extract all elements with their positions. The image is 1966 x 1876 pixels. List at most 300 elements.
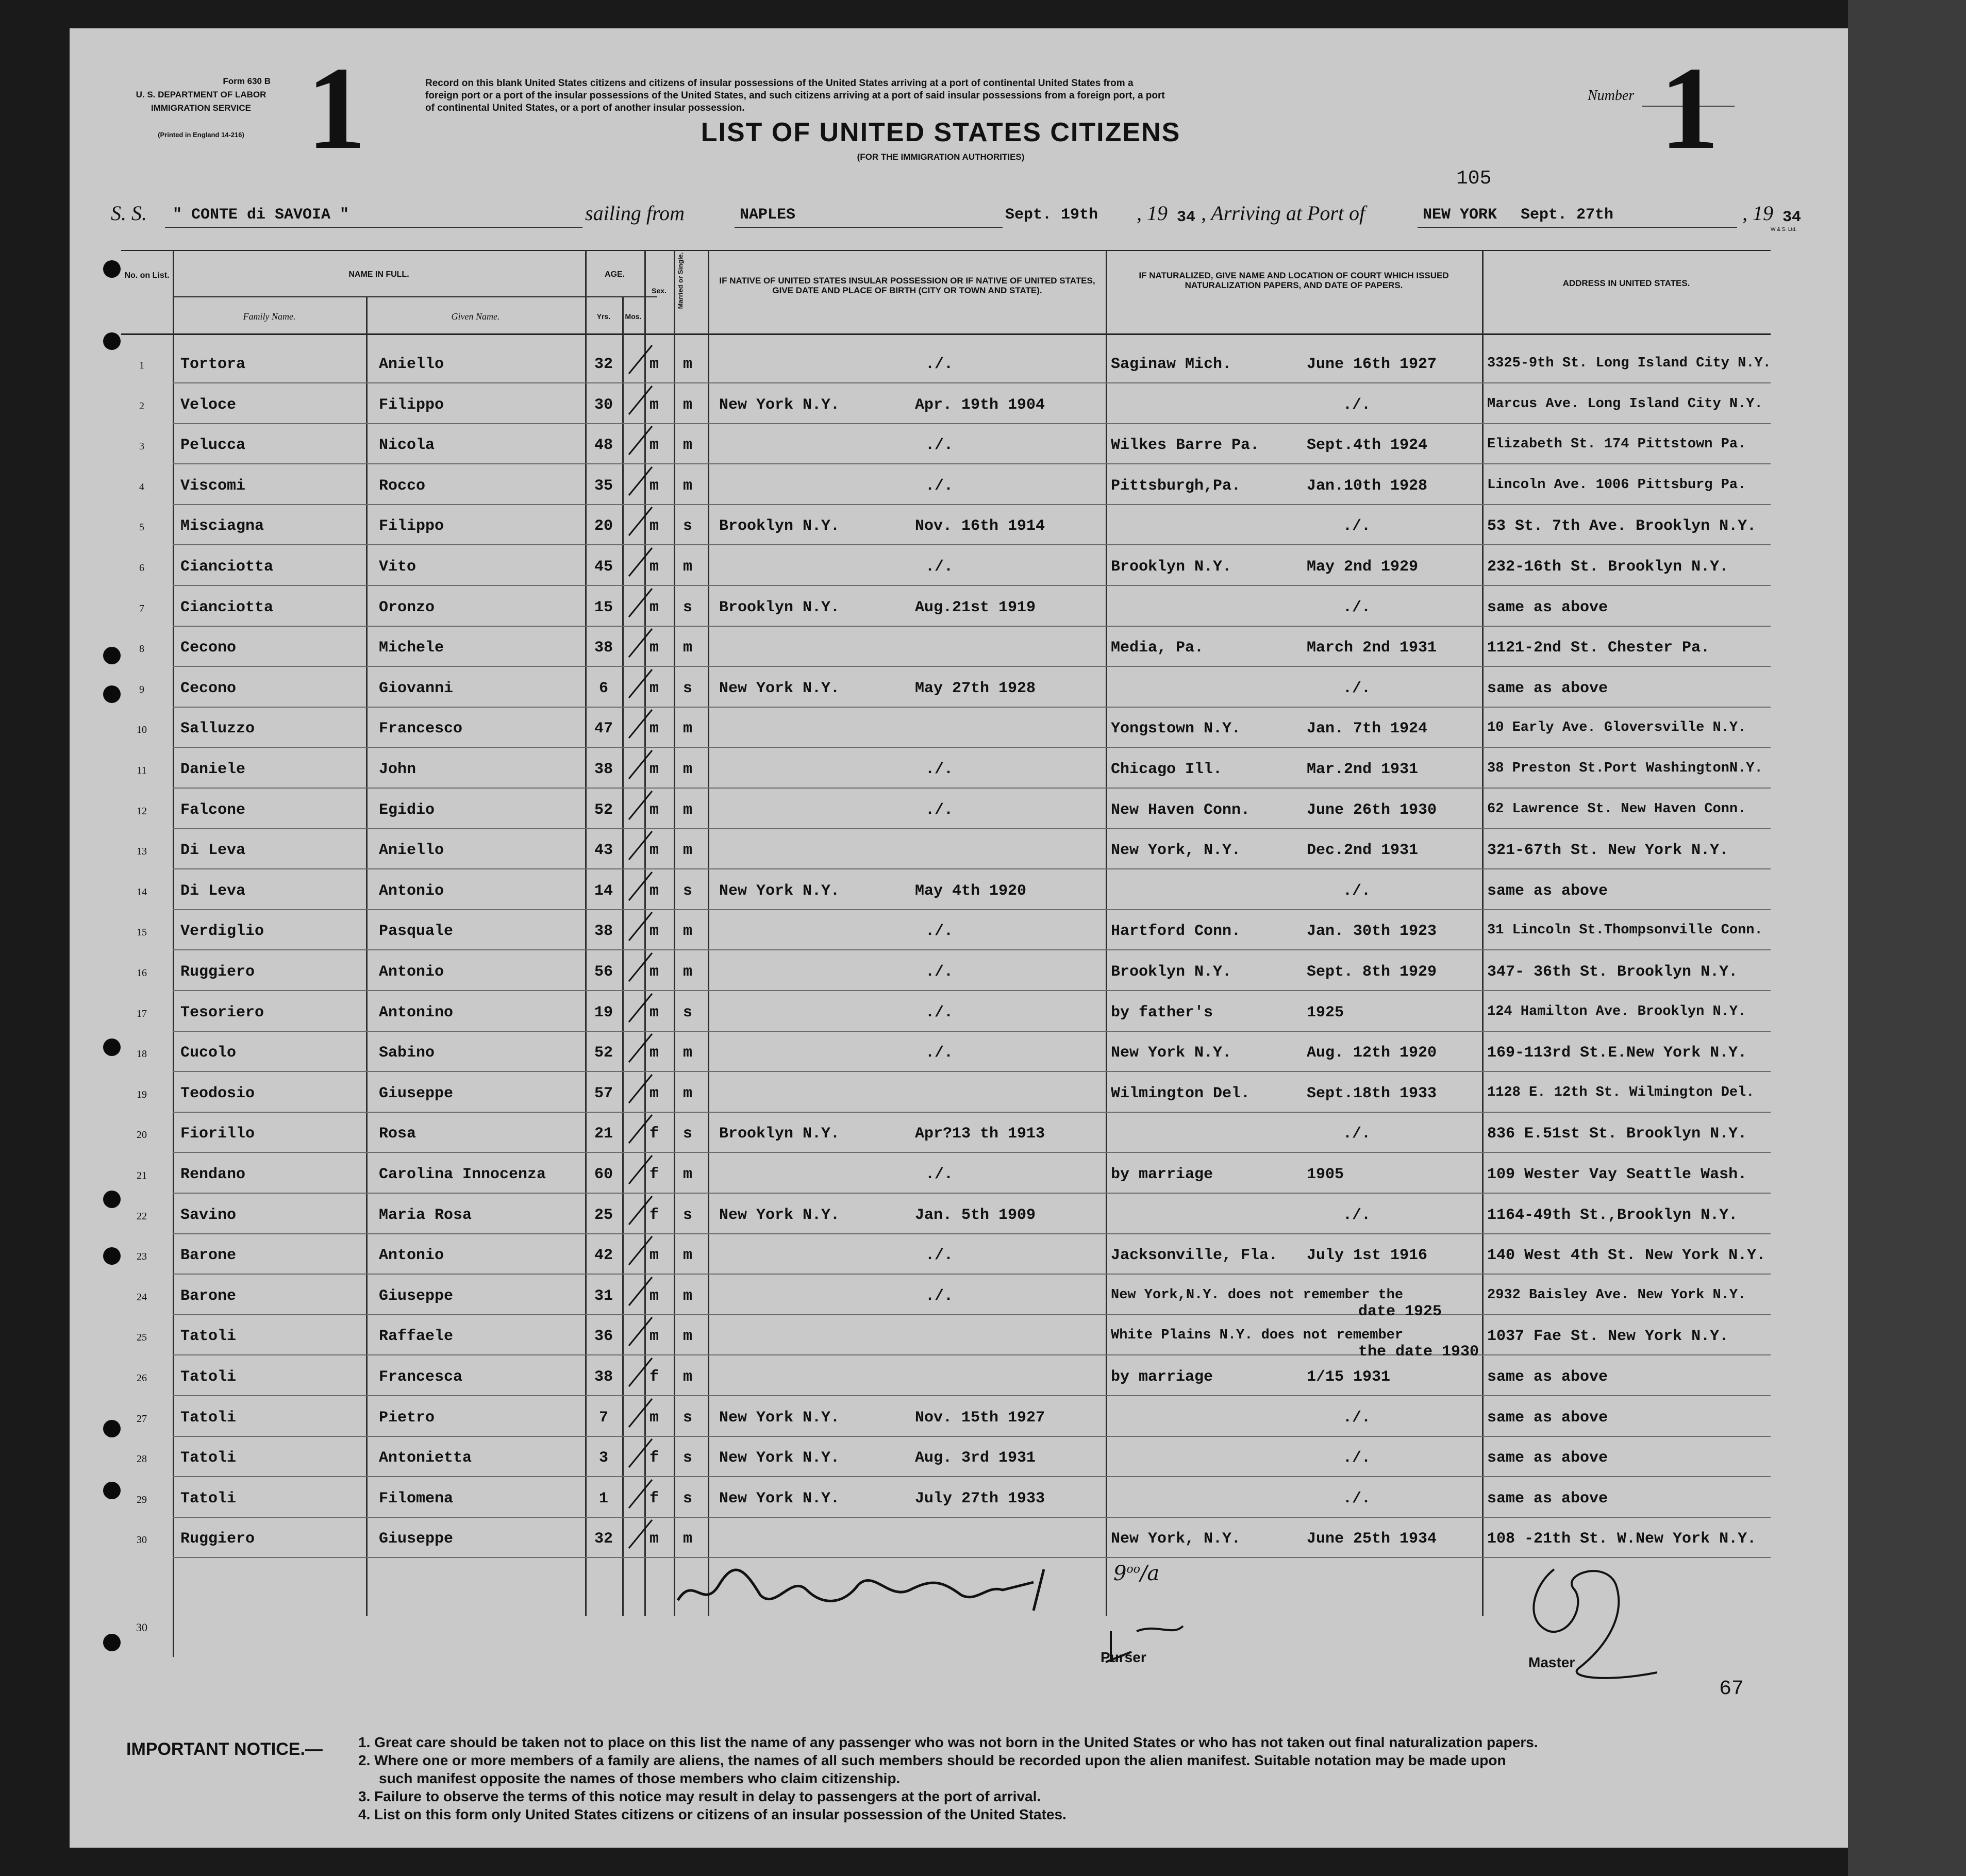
check-mark <box>626 383 657 420</box>
cell-family: Pelucca <box>180 437 246 455</box>
cell-given: Antonio <box>379 1247 444 1265</box>
master-signature <box>1503 1544 1668 1698</box>
cell-bplace: New York N.Y. <box>719 882 840 900</box>
cell-sex: m <box>649 679 659 697</box>
name-subheader-border <box>173 296 657 297</box>
row-rule <box>173 1274 1771 1275</box>
cell-address: 1037 Fae St. New York N.Y. <box>1487 1328 1729 1346</box>
table-top-border <box>121 250 1771 251</box>
col-divider <box>1482 250 1484 1616</box>
header-no-on-list: No. on List. <box>124 271 170 280</box>
form-number: Form 630 B <box>223 76 271 86</box>
check-mark <box>626 829 657 865</box>
cell-family: Falcone <box>180 801 246 819</box>
cell-no: 19 <box>137 1088 147 1100</box>
cell-bdate: ./. <box>925 1166 954 1183</box>
header-family-name: Family Name. <box>243 311 296 322</box>
cell-given: Maria Rosa <box>379 1206 472 1224</box>
cell-address: 321-67th St. New York N.Y. <box>1487 842 1729 860</box>
row-rule <box>173 909 1771 910</box>
row-rule <box>173 423 1771 424</box>
cell-no: 5 <box>139 522 144 533</box>
cell-sex: m <box>649 1084 659 1102</box>
cell-age: 35 <box>594 477 613 495</box>
row-rule <box>173 1112 1771 1113</box>
cell-bdate: ./. <box>925 437 954 455</box>
cell-bdate: ./. <box>925 1044 954 1062</box>
cell-ms: m <box>683 558 693 576</box>
cell-age: 48 <box>594 437 613 455</box>
row-rule <box>173 949 1771 950</box>
cell-family: Daniele <box>180 761 246 778</box>
year-from: 34 <box>1177 209 1196 226</box>
row-rule <box>173 1436 1771 1437</box>
cell-given: Aniello <box>379 356 444 373</box>
row-rule <box>173 868 1771 869</box>
cell-court: Brooklyn N.Y. <box>1111 963 1232 981</box>
form-info <box>116 75 286 142</box>
record-line: foreign port or a port of the insular possessions of the United States, and such citizens arriving at a port of said insular possessions from a foreign port, a port <box>425 90 1165 101</box>
check-mark <box>626 1194 657 1230</box>
cell-court: New York, N.Y. <box>1111 842 1241 860</box>
cell-bplace: New York N.Y. <box>719 1409 840 1427</box>
cell-no: 4 <box>139 481 144 493</box>
cell-ndate: the date 1930 <box>1358 1343 1479 1361</box>
cell-given: Oronzo <box>379 598 435 616</box>
punch-hole <box>103 1038 121 1056</box>
cell-no: 30 <box>137 1534 147 1546</box>
cell-ms: s <box>683 1003 693 1021</box>
cell-ndate: 1925 <box>1307 1003 1344 1021</box>
punch-hole <box>103 685 121 703</box>
cell-family: Misciagna <box>180 517 264 535</box>
col-divider <box>366 296 368 1616</box>
cell-bdate: ./. <box>925 923 954 941</box>
cell-bplace: New York N.Y. <box>719 1489 840 1507</box>
cell-bplace: New York N.Y. <box>719 1206 840 1224</box>
cell-family: Tatoli <box>180 1368 237 1386</box>
cell-sex: m <box>649 517 659 535</box>
sailing-label: sailing from <box>585 202 685 225</box>
cell-age: 32 <box>594 356 613 373</box>
cell-no: 14 <box>137 886 147 898</box>
cell-sex: f <box>649 1449 659 1467</box>
list-number-left: 1 <box>307 42 366 174</box>
ship-underline <box>165 227 582 228</box>
cell-court: Media, Pa. <box>1111 639 1204 657</box>
check-mark <box>626 424 657 460</box>
cell-bplace: New York N.Y. <box>719 1449 840 1467</box>
manifest-sheet <box>70 28 1848 1848</box>
cell-address: 38 Preston St.Port WashingtonN.Y. <box>1487 761 1763 776</box>
row-rule <box>173 1152 1771 1153</box>
cell-ndate: ./. <box>1343 517 1371 535</box>
cell-court: by father's <box>1111 1003 1213 1021</box>
officer-signature <box>673 1554 1085 1621</box>
cell-sex: f <box>649 1368 659 1386</box>
cell-ms: m <box>683 477 693 495</box>
cell-ndate: Sept. 8th 1929 <box>1307 963 1437 981</box>
cell-family: Savino <box>180 1206 237 1224</box>
cell-family: Ruggiero <box>180 963 255 981</box>
year-prefix: , 19 <box>1137 202 1168 225</box>
cell-address: 3325-9th St. Long Island City N.Y. <box>1487 356 1771 371</box>
cell-no: 23 <box>137 1251 147 1263</box>
cell-given: Antonio <box>379 963 444 981</box>
cell-no: 29 <box>137 1494 147 1505</box>
row-rule <box>173 1395 1771 1396</box>
ss-label: S. S. <box>111 202 147 225</box>
department: U. S. DEPARTMENT OF LABOR <box>136 90 266 99</box>
cell-bdate: Nov. 15th 1927 <box>915 1409 1045 1427</box>
master-label: Master <box>1528 1654 1575 1670</box>
cell-address: 347- 36th St. Brooklyn N.Y. <box>1487 963 1738 981</box>
cell-given: Egidio <box>379 801 435 819</box>
cell-ndate: date 1925 <box>1358 1302 1442 1320</box>
cell-age: 19 <box>594 1003 613 1021</box>
cell-family: Tatoli <box>180 1328 237 1346</box>
cell-bdate: ./. <box>925 1003 954 1021</box>
cell-court: Wilmington Del. <box>1111 1084 1251 1102</box>
cell-family: Tesoriero <box>180 1003 264 1021</box>
cell-address: same as above <box>1487 1449 1608 1467</box>
check-mark <box>626 667 657 703</box>
cell-no: 16 <box>137 967 147 979</box>
cell-sex: f <box>649 1206 659 1224</box>
cell-ms: s <box>683 679 693 697</box>
cell-age: 56 <box>594 963 613 981</box>
cell-no: 11 <box>137 765 147 776</box>
header-birth: IF NATIVE OF UNITED STATES INSULAR POSSESSION OR IF NATIVE OF UNITED STATES, GIVE DATE AND PLACE OF BIRTH (CITY OR TOWN AND STATE). <box>719 276 1095 295</box>
cell-ndate: ./. <box>1343 1125 1371 1143</box>
cell-family: Viscomi <box>180 477 246 495</box>
punch-hole <box>103 647 121 664</box>
cell-no: 2 <box>139 400 144 412</box>
cell-ms: m <box>683 1084 693 1102</box>
cell-given: Rocco <box>379 477 426 495</box>
cell-address: same as above <box>1487 679 1608 697</box>
cell-court: by marriage <box>1111 1166 1213 1183</box>
check-mark <box>626 789 657 825</box>
col-divider <box>622 296 624 1616</box>
page-stamp: 105 <box>1456 167 1492 190</box>
punch-hole <box>103 1420 121 1437</box>
check-mark <box>626 1072 657 1108</box>
cell-sex: m <box>649 437 659 455</box>
row-rule <box>173 666 1771 667</box>
cell-given: Vito <box>379 558 416 576</box>
cell-no: 17 <box>137 1008 147 1019</box>
cell-ndate: Dec.2nd 1931 <box>1307 842 1419 860</box>
cell-sex: m <box>649 1287 659 1305</box>
check-mark <box>626 1275 657 1311</box>
cell-address: same as above <box>1487 1368 1608 1386</box>
row-rule <box>173 1517 1771 1518</box>
table-header-border <box>121 333 1771 335</box>
cell-ms: s <box>683 1206 693 1224</box>
cell-no: 13 <box>137 846 147 858</box>
row-rule <box>173 463 1771 464</box>
cell-court: by marriage <box>1111 1368 1213 1386</box>
year-to: 34 <box>1782 209 1802 226</box>
port-from-underline <box>735 227 1003 228</box>
cell-age: 36 <box>594 1328 613 1346</box>
cell-no: 3 <box>139 441 144 453</box>
cell-ms: m <box>683 639 693 657</box>
cell-bdate: Aug.21st 1919 <box>915 598 1036 616</box>
punch-hole <box>103 1247 121 1265</box>
cell-age: 38 <box>594 923 613 941</box>
cell-address: same as above <box>1487 882 1608 900</box>
row-rule <box>173 504 1771 505</box>
cell-age: 47 <box>594 720 613 738</box>
cell-no: 9 <box>139 683 144 695</box>
check-mark <box>626 1315 657 1351</box>
cell-bplace: Brooklyn N.Y. <box>719 598 840 616</box>
notice-3: 3. Failure to observe the terms of this notice may result in delay to passengers at the port of arrival. <box>358 1788 1041 1804</box>
cell-age: 31 <box>594 1287 613 1305</box>
cell-bplace: Brooklyn N.Y. <box>719 1125 840 1143</box>
cell-given: Filippo <box>379 517 444 535</box>
check-mark <box>626 869 657 906</box>
cell-ms: s <box>683 882 693 900</box>
cell-ndate: 1/15 1931 <box>1307 1368 1391 1386</box>
cell-ndate: ./. <box>1343 1206 1371 1224</box>
cell-bdate: July 27th 1933 <box>915 1489 1045 1507</box>
cell-sex: m <box>649 396 659 414</box>
cell-family: Barone <box>180 1287 237 1305</box>
cell-ndate: 1905 <box>1307 1166 1344 1183</box>
cell-family: Cucolo <box>180 1044 237 1062</box>
check-mark <box>626 1355 657 1392</box>
cell-family: Ruggiero <box>180 1530 255 1548</box>
cell-given: Giuseppe <box>379 1084 454 1102</box>
cell-sex: m <box>649 1409 659 1427</box>
header-years: Yrs. <box>596 312 611 321</box>
cell-court: Wilkes Barre Pa. <box>1111 437 1260 455</box>
cell-court: White Plains N.Y. does not remember <box>1111 1328 1404 1344</box>
cell-no: 8 <box>139 643 144 655</box>
cell-bdate: Jan. 5th 1909 <box>915 1206 1036 1224</box>
cell-sex: m <box>649 882 659 900</box>
cell-age: 32 <box>594 1530 613 1548</box>
cell-ms: s <box>683 598 693 616</box>
cell-no: 7 <box>139 602 144 614</box>
cell-family: Verdiglio <box>180 923 264 941</box>
cell-sex: m <box>649 963 659 981</box>
cell-ndate: June 16th 1927 <box>1307 356 1437 373</box>
cell-family: Tortora <box>180 356 246 373</box>
cell-bplace: New York N.Y. <box>719 396 840 414</box>
row-rule <box>173 707 1771 708</box>
cell-bdate: ./. <box>925 558 954 576</box>
cell-address: 31 Lincoln St.Thompsonville Conn. <box>1487 923 1763 939</box>
cell-family: Cianciotta <box>180 598 274 616</box>
cell-family: Cecono <box>180 639 237 657</box>
cell-age: 30 <box>594 396 613 414</box>
cell-sex: m <box>649 598 659 616</box>
cell-age: 52 <box>594 1044 613 1062</box>
row-rule <box>173 1193 1771 1194</box>
cell-sex: m <box>649 801 659 819</box>
cell-no: 15 <box>137 927 147 939</box>
cell-given: Antonietta <box>379 1449 472 1467</box>
cell-ms: m <box>683 1328 693 1346</box>
list-number-right: 1 <box>1660 42 1719 174</box>
cell-no: 12 <box>137 805 147 817</box>
cell-sex: m <box>649 1247 659 1265</box>
check-mark <box>626 748 657 784</box>
record-instructions <box>425 77 1559 114</box>
cell-address: 1121-2nd St. Chester Pa. <box>1487 639 1710 657</box>
cell-sex: m <box>649 1044 659 1062</box>
row-rule <box>173 1476 1771 1477</box>
cell-no: 25 <box>137 1332 147 1344</box>
cell-given: Giuseppe <box>379 1287 454 1305</box>
cell-age: 57 <box>594 1084 613 1102</box>
header-months: Mos. <box>625 312 642 321</box>
cell-ndate: June 25th 1934 <box>1307 1530 1437 1548</box>
cell-ms: m <box>683 923 693 941</box>
date-from: Sept. 19th <box>1005 206 1098 224</box>
cell-court: Yongstown N.Y. <box>1111 720 1241 738</box>
cell-ndate: June 26th 1930 <box>1307 801 1437 819</box>
cell-sex: m <box>649 842 659 860</box>
notice-2-cont: such manifest opposite the names of those members who claim citizenship. <box>379 1770 901 1786</box>
cell-age: 1 <box>598 1489 608 1507</box>
cell-court: New Haven Conn. <box>1111 801 1251 819</box>
notice-1: 1. Great care should be taken not to place on this list the name of any passenger who was not born in the United States or who has not taken out final naturalization papers. <box>358 1734 1538 1750</box>
cell-age: 38 <box>594 1368 613 1386</box>
cell-ms: m <box>683 842 693 860</box>
ship-name: " CONTE di SAVOIA " <box>173 206 349 224</box>
adjacent-page-edge <box>1848 0 1966 1876</box>
row-rule <box>173 1354 1771 1355</box>
row-rule <box>173 1071 1771 1072</box>
cell-bdate: Nov. 16th 1914 <box>915 517 1045 535</box>
header-naturalized: IF NATURALIZED, GIVE NAME AND LOCATION OF COURT WHICH ISSUED NATURALIZATION PAPERS, AND DATE OF PAPERS. <box>1139 271 1449 290</box>
cell-given: Francesca <box>379 1368 463 1386</box>
cell-family: Barone <box>180 1247 237 1265</box>
cell-age: 14 <box>594 882 613 900</box>
cell-no: 10 <box>137 724 147 736</box>
cell-bdate: ./. <box>925 477 954 495</box>
row-rule <box>173 990 1771 991</box>
service: IMMIGRATION SERVICE <box>151 103 251 113</box>
cell-sex: m <box>649 1530 659 1548</box>
cell-ndate: Aug. 12th 1920 <box>1307 1044 1437 1062</box>
cell-bplace: Brooklyn N.Y. <box>719 517 840 535</box>
row-rule <box>173 1314 1771 1315</box>
check-mark <box>626 1477 657 1513</box>
purser-label: Purser <box>1101 1649 1146 1665</box>
cell-given: Antonio <box>379 882 444 900</box>
cell-family: Tatoli <box>180 1489 237 1507</box>
cell-bdate: Apr?13 th 1913 <box>915 1125 1045 1143</box>
cell-court: Brooklyn N.Y. <box>1111 558 1232 576</box>
port-to-underline <box>1418 227 1737 228</box>
cell-ndate: ./. <box>1343 396 1371 414</box>
punch-hole <box>103 1634 121 1651</box>
cell-family: Salluzzo <box>180 720 255 738</box>
punch-hole <box>103 260 121 278</box>
cell-given: Filippo <box>379 396 444 414</box>
printer-code: W & S. Ltd. <box>1771 227 1797 232</box>
cell-address: 140 West 4th St. New York N.Y. <box>1487 1247 1766 1265</box>
cell-ms: s <box>683 1449 693 1467</box>
cell-family: Di Leva <box>180 842 246 860</box>
row-rule <box>173 544 1771 545</box>
check-mark <box>626 626 657 662</box>
cell-bdate: May 27th 1928 <box>915 679 1036 697</box>
record-line: Record on this blank United States citizens and citizens of insular possessions of the United States arriving at a port of continental United States from a <box>425 78 1134 89</box>
cell-age: 38 <box>594 761 613 778</box>
row-rule <box>173 382 1771 383</box>
cell-age: 20 <box>594 517 613 535</box>
cell-address: same as above <box>1487 1409 1608 1427</box>
cell-ms: m <box>683 1287 693 1305</box>
cell-sex: f <box>649 1166 659 1183</box>
cell-sex: f <box>649 1489 659 1507</box>
cell-court: New York, N.Y. <box>1111 1530 1241 1548</box>
cell-ndate: Mar.2nd 1931 <box>1307 761 1419 778</box>
last-line-number: 30 <box>136 1621 147 1634</box>
cell-given: Sabino <box>379 1044 435 1062</box>
cell-address: same as above <box>1487 1489 1608 1507</box>
cell-sex: m <box>649 356 659 373</box>
cell-ndate: ./. <box>1343 1489 1371 1507</box>
cell-ndate: ./. <box>1343 1409 1371 1427</box>
cell-ms: m <box>683 1044 693 1062</box>
col-divider <box>708 250 709 1616</box>
cell-ms: s <box>683 1409 693 1427</box>
cell-given: Nicola <box>379 437 435 455</box>
header-address: ADDRESS IN UNITED STATES. <box>1562 278 1690 288</box>
cell-ndate: July 1st 1916 <box>1307 1247 1428 1265</box>
cell-age: 7 <box>598 1409 608 1427</box>
notice-4: 4. List on this form only United States citizens or citizens of an insular possession of the United States. <box>358 1806 1067 1822</box>
cell-address: same as above <box>1487 598 1608 616</box>
cell-bdate: ./. <box>925 1287 954 1305</box>
cell-given: Raffaele <box>379 1328 454 1346</box>
check-mark <box>626 464 657 500</box>
cell-bdate: May 4th 1920 <box>915 882 1027 900</box>
cell-no: 18 <box>137 1048 147 1060</box>
cell-address: 124 Hamilton Ave. Brooklyn N.Y. <box>1487 1003 1746 1019</box>
check-mark <box>626 1517 657 1553</box>
row-rule <box>173 747 1771 748</box>
cell-ms: m <box>683 1247 693 1265</box>
page-number: 67 <box>1719 1678 1744 1701</box>
cell-address: Lincoln Ave. 1006 Pittsburg Pa. <box>1487 477 1746 493</box>
row-rule <box>173 585 1771 586</box>
cell-given: Antonino <box>379 1003 454 1021</box>
cell-ndate: Sept.18th 1933 <box>1307 1084 1437 1102</box>
cell-ms: m <box>683 1166 693 1183</box>
cell-given: Filomena <box>379 1489 454 1507</box>
cell-address: 2932 Baisley Ave. New York N.Y. <box>1487 1287 1746 1303</box>
cell-bdate: ./. <box>925 1247 954 1265</box>
arriving-label: , Arriving at Port of <box>1201 202 1365 225</box>
punch-hole <box>103 1482 121 1499</box>
cell-ms: m <box>683 1368 693 1386</box>
cell-bdate: ./. <box>925 963 954 981</box>
cell-bplace: New York N.Y. <box>719 679 840 697</box>
check-mark <box>626 586 657 622</box>
cell-age: 25 <box>594 1206 613 1224</box>
cell-family: Cecono <box>180 679 237 697</box>
cell-court: Saginaw Mich. <box>1111 356 1232 373</box>
